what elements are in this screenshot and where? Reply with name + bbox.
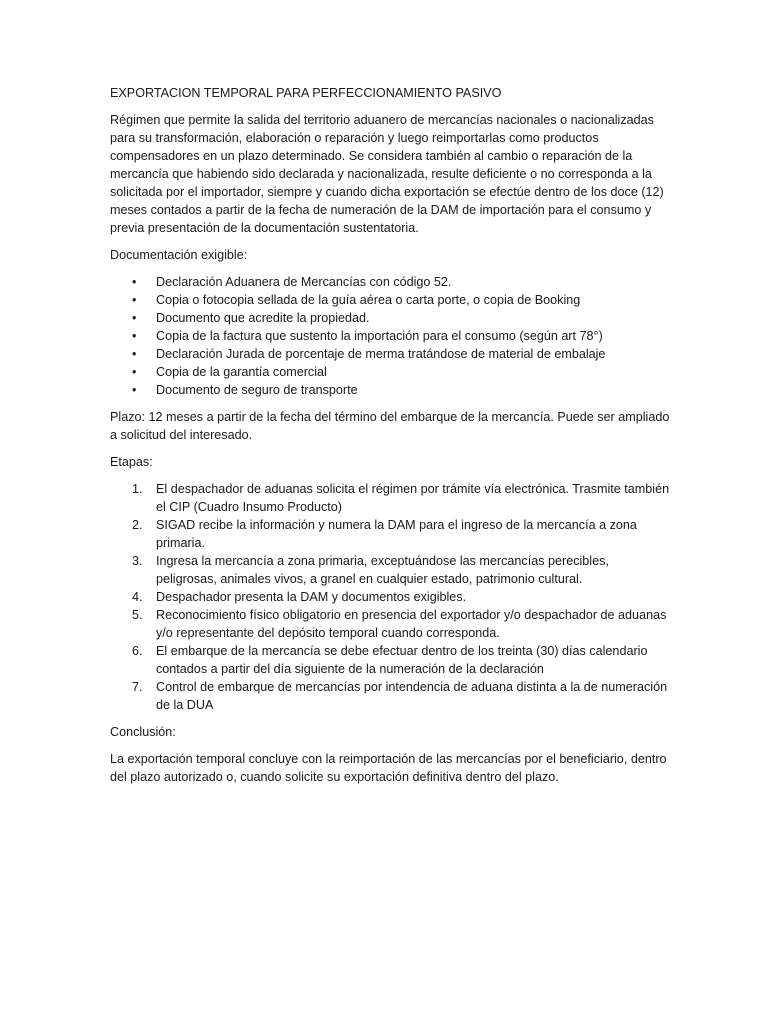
step-text: Reconocimiento físico obligatorio en presencia del exportador y/o despachador de aduanas y/o representante del depósito temporal cuando corresponda. [156,608,667,640]
bullet-icon: • [132,329,137,343]
list-item [110,273,670,291]
step-number: 2. [132,518,143,532]
step-item [110,678,670,714]
list-item [110,381,670,399]
list-item-text: Copia de la garantía comercial [156,365,327,379]
docs-heading: Documentación exigible: [110,248,248,262]
step-number: 1. [132,482,143,496]
docs-list [110,273,670,399]
document-page [110,84,670,795]
step-number: 3. [132,554,143,568]
list-item-text: Documento que acredite la propiedad. [156,311,370,325]
bullet-icon: • [132,275,137,289]
step-item [110,480,670,516]
step-number: 4. [132,590,143,604]
bullet-icon: • [132,311,137,325]
step-item [110,642,670,678]
etapas-list [110,480,670,714]
list-item-text: Documento de seguro de transporte [156,383,358,397]
bullet-icon: • [132,347,137,361]
list-item [110,345,670,363]
list-item [110,327,670,345]
step-text: El despachador de aduanas solicita el régimen por trámite vía electrónica. Trasmite también el CIP (Cuadro Insumo Producto) [156,482,670,514]
step-text: El embarque de la mercancía se debe efectuar dentro de los treinta (30) días calendario contados a partir del día siguiente de la numeración de la declaración [156,644,648,676]
bullet-icon: • [132,293,137,307]
step-item [110,552,670,588]
list-item-text: Declaración Aduanera de Mercancías con código 52. [156,275,452,289]
conclusion-heading: Conclusión: [110,725,176,739]
step-item [110,588,670,606]
list-item [110,309,670,327]
bullet-icon: • [132,383,137,397]
step-number: 5. [132,608,143,622]
step-text: SIGAD recibe la información y numera la DAM para el ingreso de la mercancía a zona primaria. [156,518,637,550]
list-item-text: Copia o fotocopia sellada de la guía aérea o carta porte, o copia de Booking [156,293,581,307]
conclusion-paragraph: La exportación temporal concluye con la reimportación de las mercancías por el beneficiario, dentro del plazo autorizado o, cuando solicite su exportación definitiva dentro del plazo. [110,752,667,784]
plazo-paragraph: Plazo: 12 meses a partir de la fecha del término del embarque de la mercancía. Puede ser ampliado a solicitud del interesado. [110,410,670,442]
document-title: EXPORTACION TEMPORAL PARA PERFECCIONAMIENTO PASIVO [110,86,502,100]
list-item [110,363,670,381]
step-text: Control de embarque de mercancías por intendencia de aduana distinta a la de numeración de la DUA [156,680,668,712]
intro-paragraph: Régimen que permite la salida del territorio aduanero de mercancías nacionales o nacionalizadas para su transformación, elaboración o reparación y luego reimportarlas como productos compensadores en un plazo determinado. Se considera también al cambio o reparación de la mercancía que habiendo sido declarada y nacionalizada, resulte deficiente o no corresponda a la solicitada por el importador, siempre y cuando dicha exportación se efectúe dentro de los doce (12) meses contados a partir de la fecha de numeración de la DAM de importación para el consumo y previa presentación de la documentación sustentatoria. [110,113,664,235]
step-text: Ingresa la mercancía a zona primaria, exceptuándose las mercancías perecibles, peligrosas, animales vivos, a granel en cualquier estado, patrimonio cultural. [156,554,609,586]
step-text: Despachador presenta la DAM y documentos exigibles. [156,590,467,604]
step-number: 7. [132,680,143,694]
list-item-text: Declaración Jurada de porcentaje de merma tratándose de material de embalaje [156,347,606,361]
list-item-text: Copia de la factura que sustento la importación para el consumo (según art 78°) [156,329,603,343]
bullet-icon: • [132,365,137,379]
step-item [110,516,670,552]
list-item [110,291,670,309]
step-number: 6. [132,644,143,658]
step-item [110,606,670,642]
etapas-heading: Etapas: [110,455,153,469]
